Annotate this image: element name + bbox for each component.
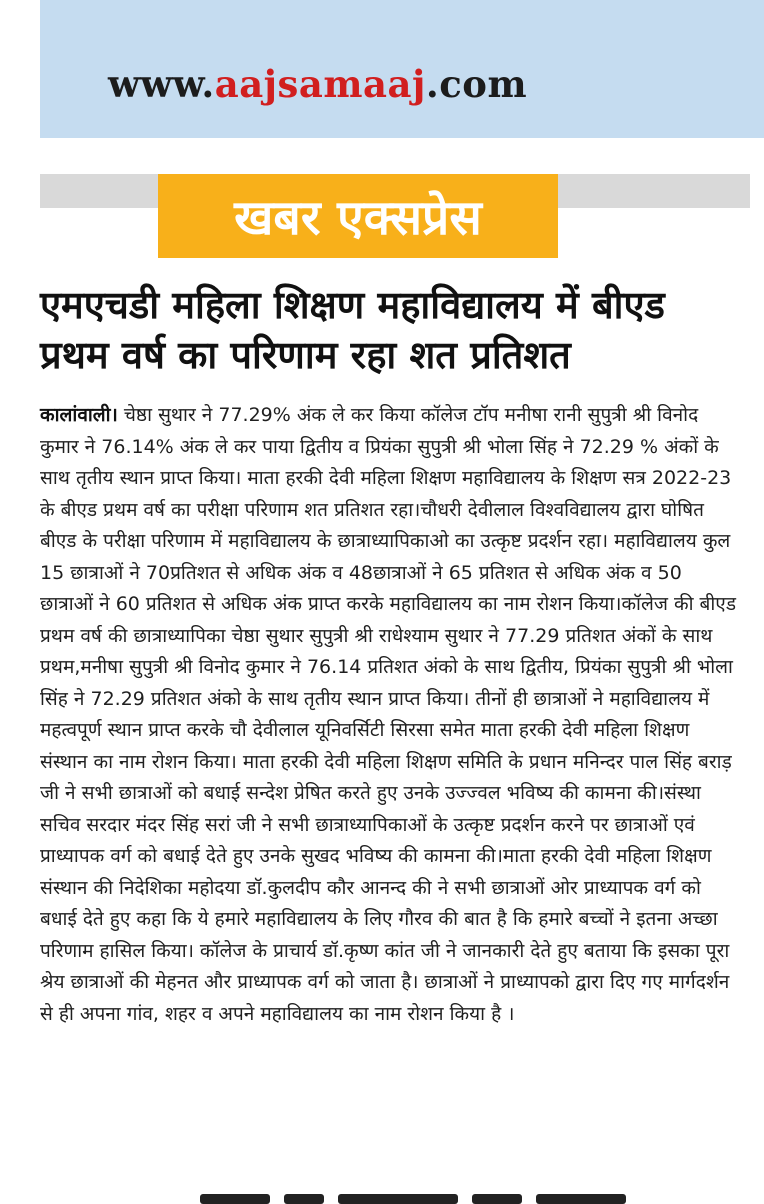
site-banner (40, 0, 764, 138)
article-text: चेष्ठा सुथार ने 77.29% अंक ले कर किया कॉलेज टॉप मनीषा रानी सुपुत्री श्री विनोद कुमार ने 76.14% अंक ले कर पाया द्वितीय व प्रियंका सुपुत्री श्री भोला सिंह ने 72.29 % अंकों के साथ तृतीय स्थान प्राप्त किया। माता हरकी देवी महिला शिक्षण महाविद्यालय के शिक्षण सत्र 2022-23 के बीएड प्रथम वर्ष का परीक्षा परिणाम शत प्रतिशत रहा।चौधरी देवीलाल विश्वविद्यालय द्वारा घोषित बीएड के परीक्षा परिणाम में महाविद्यालय के छात्राध्यापिकाओ का उत्कृष्ट प्रदर्शन रहा। महाविद्यालय कुल 15 छात्राओं ने 70प्रतिशत से अधिक अंक व 48छात्राओं ने 65 प्रतिशत से अधिक अंक व 50 छात्राओं ने 60 प्रतिशत से अधिक अंक प्राप्त करके महाविद्यालय का नाम रोशन किया।कॉलेज की बीएड प्रथम वर्ष की छात्राध्यापिका चेष्ठा सुथार सुपुत्री श्री राधेश्याम सुथार ने 77.29 प्रतिशत अंकों के साथ प्रथम,मनीषा सुपुत्री श्री विनोद कुमार ने 76.14 प्रतिशत अंको के साथ द्वितीय, प्रियंका सुपुत्री श्री भोला सिंह ने 72.29 प्रतिशत अंको के साथ तृतीय स्थान प्राप्त किया। तीनों ही छात्राओं ने महाविद्यालय में महत्वपूर्ण स्थान प्राप्त करके चौ देवीलाल यूनिवर्सिटी सिरसा समेत माता हरकी देवी महिला शिक्षण संस्थान का नाम रोशन किया। माता हरकी देवी महिला शिक्षण समिति के प्रधान मनिन्दर पाल सिंह बराड़ जी ने सभी छात्राओं को बधाई सन्देश प्रेषित करते हुए उनके उज्ज्वल भविष्य की कामना की।संस्था सचिव सरदार मंदर सिंह सरां जी ने सभी छात्राध्यापिकाओं के उत्कृष्ट प्रदर्शन करने पर छात्राओं एवं प्राध्यापक वर्ग को बधाई देते हुए उनके सुखद भविष्य की कामना की।माता हरकी देवी महिला शिक्षण संस्थान की निदेशिका महोदया डॉ.कुलदीप कौर आनन्द की ने सभी छात्राओं ओर प्राध्यापक वर्ग को बधाई देते हुए कहा कि ये हमारे महाविद्यालय के लिए गौरव की बात है कि हमारे बच्चों ने इतना अच्छा परिणाम हासिल किया। कॉलेज के प्राचार्य डॉ.कृष्ण कांत जी ने जानकारी देते हुए बताया कि इसका पूरा श्रेय छात्राओं की मेहनत और प्राध्यापक वर्ग को जाता है। छात्राओं ने प्राध्यापको द्वारा दिए गए मार्गदर्शन से ही अपना गांव, शहर व अपने महाविद्यालय का नाम रोशन किया है । (40, 404, 736, 1025)
article-dateline: कालांवाली। (40, 404, 118, 426)
section-title: खबर एक्सप्रेस (158, 174, 558, 258)
headline-line-2: प्रथम वर्ष का परिणाम रहा शत प्रतिशत (40, 333, 571, 377)
next-headline-cutoff (200, 1188, 650, 1204)
article-headline (40, 280, 740, 380)
headline-line-1: एमएचडी महिला शिक्षण महाविद्यालय में बीएड (40, 283, 665, 327)
article-body (40, 400, 740, 1030)
site-url[interactable] (108, 62, 527, 106)
site-url-brand: aajsamaaj (214, 62, 426, 106)
site-url-suffix: .com (425, 62, 528, 106)
site-url-prefix: www. (108, 62, 215, 106)
